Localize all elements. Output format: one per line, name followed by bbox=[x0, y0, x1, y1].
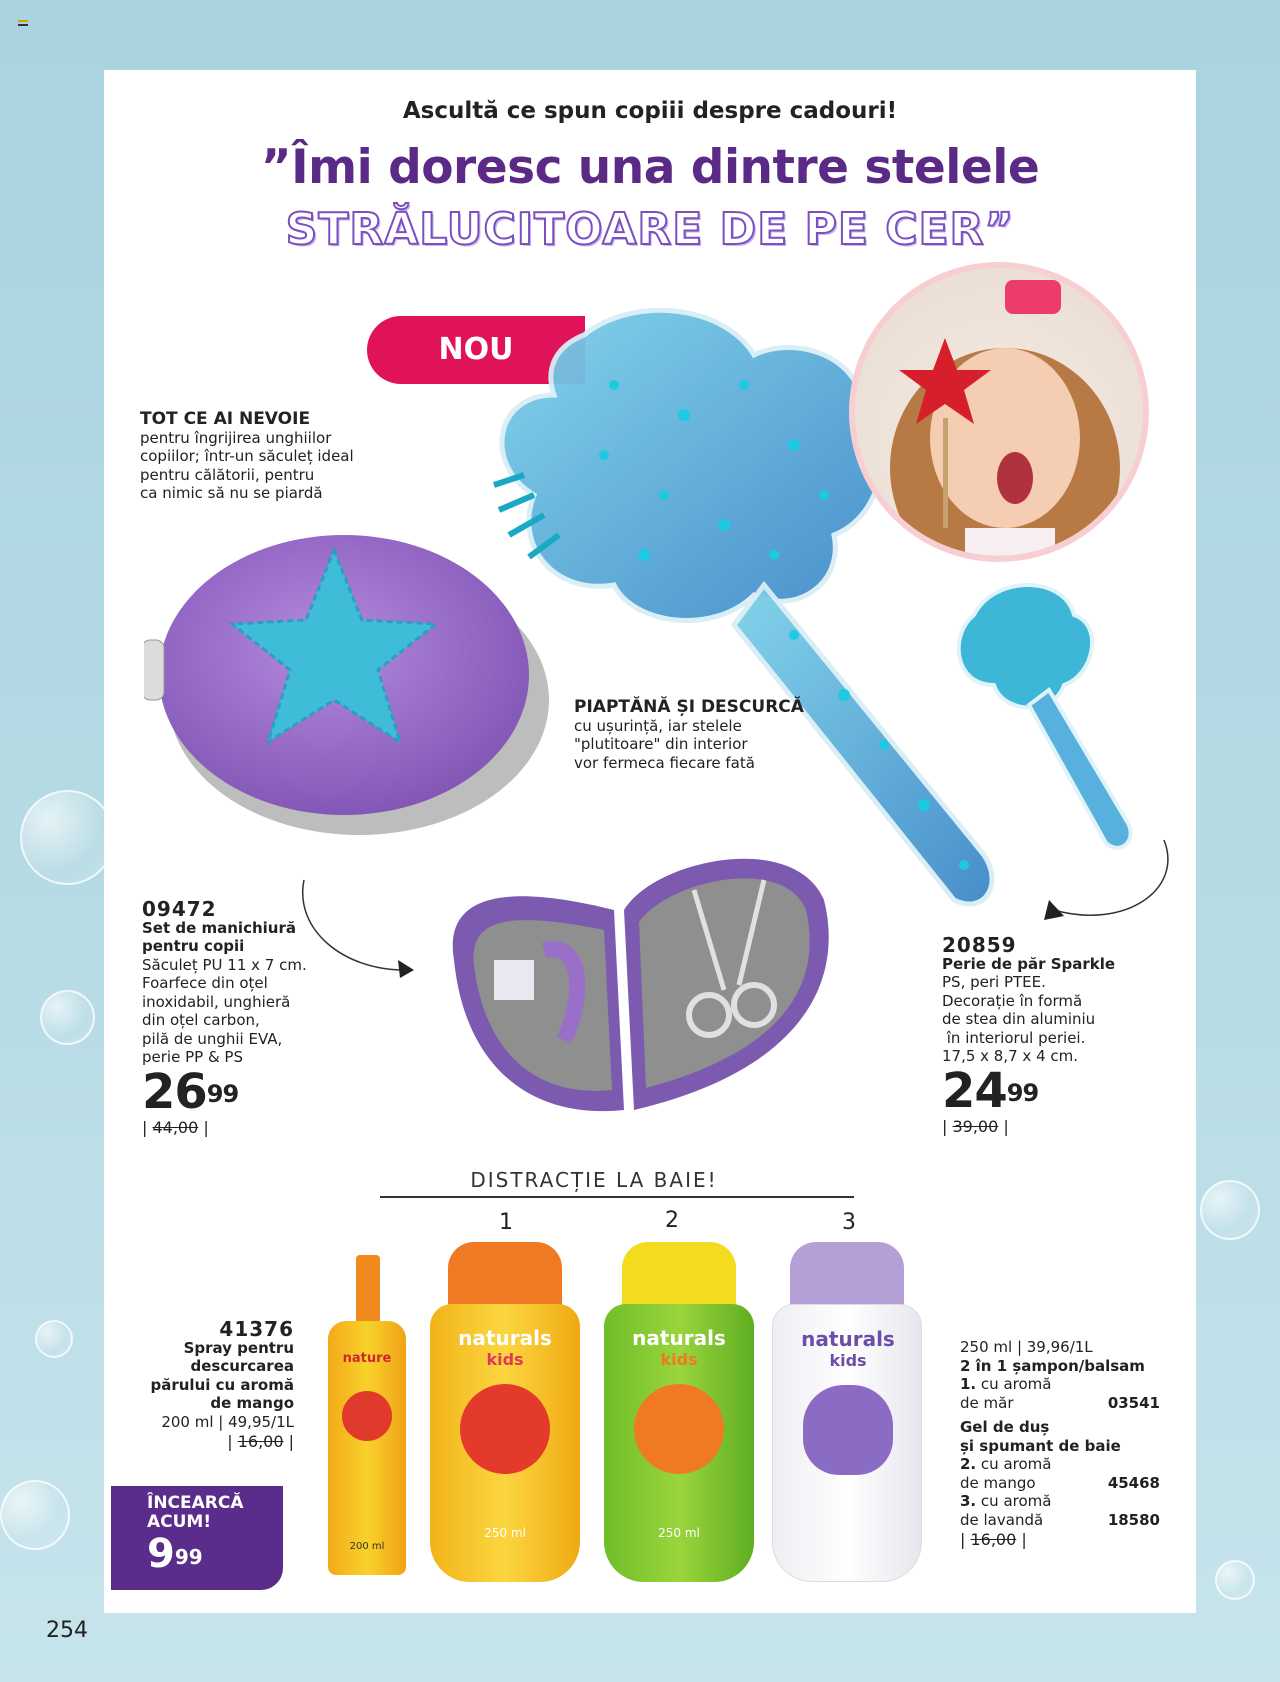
old-price bbox=[942, 1118, 1115, 1137]
price-dec: 99 bbox=[174, 1545, 203, 1569]
old-price-value: 16,00 bbox=[970, 1530, 1017, 1549]
mango-gel-bottle-image bbox=[604, 1242, 754, 1582]
old-price-value: 39,00 bbox=[952, 1116, 999, 1136]
spray-product-info bbox=[144, 1317, 294, 1452]
brush-caption-line: vor fermeca fiecare fată bbox=[574, 753, 755, 772]
variant-row bbox=[960, 1394, 1160, 1413]
bottle-cap bbox=[790, 1242, 904, 1312]
old-price-close: | bbox=[283, 1432, 294, 1451]
product-name-line: descurcarea bbox=[190, 1357, 294, 1375]
product-name-line: Set de manichiură bbox=[142, 918, 296, 937]
price-dec: 99 bbox=[206, 1079, 239, 1108]
brush-caption-title: PIAPTĂNĂ ȘI DESCURCĂ bbox=[574, 697, 804, 717]
bubble bbox=[35, 1320, 73, 1358]
old-price-open: | bbox=[227, 1432, 238, 1451]
variant-line bbox=[960, 1492, 1160, 1511]
headline-line1: ”Îmi doresc una dintre stelele bbox=[260, 140, 1040, 195]
headline-line2: STRĂLUCITOARE DE PE CER” bbox=[285, 204, 1015, 255]
hairbrush-product-info bbox=[942, 933, 1116, 1136]
page-number: 254 bbox=[46, 1618, 88, 1643]
variant-row bbox=[960, 1474, 1160, 1493]
variant-line bbox=[960, 1375, 1160, 1394]
apple-mascot-icon bbox=[342, 1391, 392, 1441]
product-desc-line: de stea din aluminiu bbox=[942, 1010, 1096, 1028]
intro-line: copiilor; într-un săculeț ideal bbox=[140, 447, 354, 465]
variant-desc: cu aromă bbox=[980, 1455, 1052, 1473]
product-code: 09472 bbox=[142, 897, 217, 921]
spray-bottle-image bbox=[328, 1255, 406, 1575]
price-dec: 99 bbox=[1006, 1078, 1039, 1107]
promo-label-line: ÎNCEARCĂ bbox=[147, 1493, 244, 1513]
bottle-brand: naturals bbox=[801, 1327, 895, 1351]
product-code: 20859 bbox=[942, 933, 1017, 957]
old-price-open: | bbox=[942, 1116, 953, 1136]
new-badge: NOU bbox=[367, 316, 585, 384]
old-price-close: | bbox=[1016, 1530, 1027, 1549]
manicure-pouch-image bbox=[144, 510, 564, 850]
bottle-cap bbox=[448, 1242, 562, 1312]
bottle-brand: naturals bbox=[458, 1326, 552, 1350]
bottle-body bbox=[430, 1304, 580, 1582]
product-number: 1 bbox=[499, 1210, 513, 1235]
old-price bbox=[144, 1433, 294, 1452]
product-name-line: Spray pentru bbox=[183, 1338, 294, 1357]
variant-desc: de lavandă bbox=[960, 1510, 1044, 1529]
old-price-close: | bbox=[998, 1116, 1009, 1136]
variant-row bbox=[960, 1511, 1160, 1530]
brush-caption-line: "plutitoare" din interior bbox=[574, 735, 748, 753]
variant-desc: de mango bbox=[960, 1473, 1036, 1492]
promo-label-line: ACUM! bbox=[147, 1512, 212, 1532]
section-title: DISTRACȚIE LA BAIE! bbox=[470, 1168, 718, 1192]
bottle-cap bbox=[622, 1242, 736, 1312]
variant-code: 18580 bbox=[1107, 1510, 1160, 1529]
product-number: 2 bbox=[665, 1208, 679, 1233]
arrow-icon bbox=[1004, 830, 1184, 940]
variant-desc: cu aromă bbox=[980, 1492, 1052, 1510]
product-desc-line: perie PP & PS bbox=[142, 1048, 243, 1066]
product-volume: 200 ml | 49,95/1L bbox=[161, 1412, 294, 1431]
price-int: 9 bbox=[147, 1531, 175, 1577]
bubble bbox=[1200, 1180, 1260, 1240]
shampoo-title: 2 în 1 șampon/balsam bbox=[960, 1356, 1145, 1375]
bottle-sub: kids bbox=[486, 1350, 524, 1369]
spray-volume: 200 ml bbox=[349, 1541, 385, 1552]
gel-title-line: și spumant de baie bbox=[960, 1436, 1121, 1455]
product-desc-line: pilă de unghii EVA, bbox=[142, 1029, 283, 1048]
bubble bbox=[40, 990, 95, 1045]
bubble bbox=[20, 790, 115, 885]
bubble bbox=[1215, 1560, 1255, 1600]
product-name-line: părului cu aromă bbox=[150, 1375, 294, 1394]
page-kicker: Ascultă ce spun copiii despre cadouri! bbox=[402, 98, 898, 124]
bottle-volume: 250 ml bbox=[658, 1526, 700, 1540]
apple-shampoo-bottle-image bbox=[430, 1242, 580, 1582]
manicure-product-info bbox=[142, 897, 307, 1137]
bottle-volume: 250 ml bbox=[484, 1526, 526, 1540]
intro-line: pentru călătorii, pentru bbox=[140, 465, 315, 484]
old-price-value: 44,00 bbox=[152, 1117, 199, 1137]
variant-number: 3. bbox=[960, 1492, 977, 1510]
intro-line: ca nimic să nu se piardă bbox=[140, 484, 323, 502]
product-volume: 250 ml | 39,96/1L bbox=[960, 1338, 1093, 1356]
lavender-gel-bottle-image bbox=[772, 1242, 922, 1582]
old-price-value: 16,00 bbox=[237, 1432, 284, 1451]
variant-code: 45468 bbox=[1107, 1473, 1160, 1492]
promo-price bbox=[147, 1532, 283, 1576]
product-desc-line: PS, peri PTEE. bbox=[942, 973, 1046, 991]
old-price-open: | bbox=[960, 1530, 971, 1549]
mango-mascot-icon bbox=[634, 1384, 724, 1474]
old-price bbox=[960, 1531, 1160, 1550]
product-name-line: pentru copii bbox=[142, 937, 245, 955]
product-desc-line: Săculeț PU 11 x 7 cm. bbox=[142, 955, 307, 974]
variant-number: 1. bbox=[960, 1375, 977, 1393]
bottle-sub: kids bbox=[829, 1351, 867, 1370]
variant-number: 2. bbox=[960, 1455, 977, 1473]
promo-price-badge bbox=[111, 1486, 283, 1590]
old-price-close: | bbox=[198, 1117, 209, 1137]
corner-mark bbox=[18, 20, 28, 26]
price bbox=[142, 1063, 307, 1120]
product-name: Perie de păr Sparkle bbox=[942, 954, 1116, 973]
intro-title: TOT CE AI NEVOIE bbox=[140, 409, 311, 429]
apple-mascot-icon bbox=[460, 1384, 550, 1474]
open-manicure-set-image bbox=[434, 840, 854, 1140]
product-name-line: de mango bbox=[210, 1394, 294, 1412]
product-number: 3 bbox=[842, 1210, 856, 1235]
bottle-body bbox=[772, 1304, 922, 1582]
bottle-body bbox=[604, 1304, 754, 1582]
gel-title-line: Gel de duș bbox=[960, 1418, 1050, 1436]
arrow-icon bbox=[294, 870, 424, 980]
bottle-brand: naturals bbox=[632, 1326, 726, 1350]
product-desc-line: 17,5 x 8,7 x 4 cm. bbox=[942, 1047, 1079, 1065]
brush-caption-line: cu ușurință, iar stelele bbox=[574, 716, 742, 735]
product-desc-line: inoxidabil, unghieră bbox=[142, 992, 291, 1011]
product-desc-line: din oțel carbon, bbox=[142, 1011, 260, 1029]
bubble bbox=[0, 1480, 70, 1550]
intro-caption bbox=[140, 410, 354, 503]
price bbox=[942, 1062, 1115, 1119]
product-desc-line: Foarfece din oțel bbox=[142, 974, 268, 992]
brush-caption bbox=[574, 698, 804, 772]
product-desc-line: în interiorul periei. bbox=[942, 1028, 1086, 1047]
product-code: 41376 bbox=[219, 1317, 294, 1341]
variant-line bbox=[960, 1455, 1160, 1474]
spray-nozzle bbox=[356, 1255, 380, 1325]
old-price-open: | bbox=[142, 1117, 153, 1137]
spray-body bbox=[328, 1321, 406, 1575]
lavender-mascot-icon bbox=[803, 1385, 893, 1475]
intro-line: pentru îngrijirea unghiilor bbox=[140, 428, 332, 447]
spray-brand: nature bbox=[342, 1351, 392, 1366]
variant-code: 03541 bbox=[1107, 1393, 1160, 1412]
price-int: 24 bbox=[942, 1062, 1007, 1119]
section-divider bbox=[380, 1196, 854, 1198]
bath-products-info bbox=[960, 1338, 1160, 1550]
girl-with-star-photo bbox=[849, 262, 1149, 562]
variant-desc: de măr bbox=[960, 1393, 1014, 1412]
price-int: 26 bbox=[142, 1063, 207, 1120]
old-price bbox=[142, 1119, 307, 1138]
bottle-sub: kids bbox=[660, 1350, 698, 1369]
product-desc-line: Decorație în formă bbox=[942, 991, 1083, 1010]
variant-desc: cu aromă bbox=[980, 1375, 1052, 1393]
catalog-page bbox=[104, 70, 1196, 1613]
